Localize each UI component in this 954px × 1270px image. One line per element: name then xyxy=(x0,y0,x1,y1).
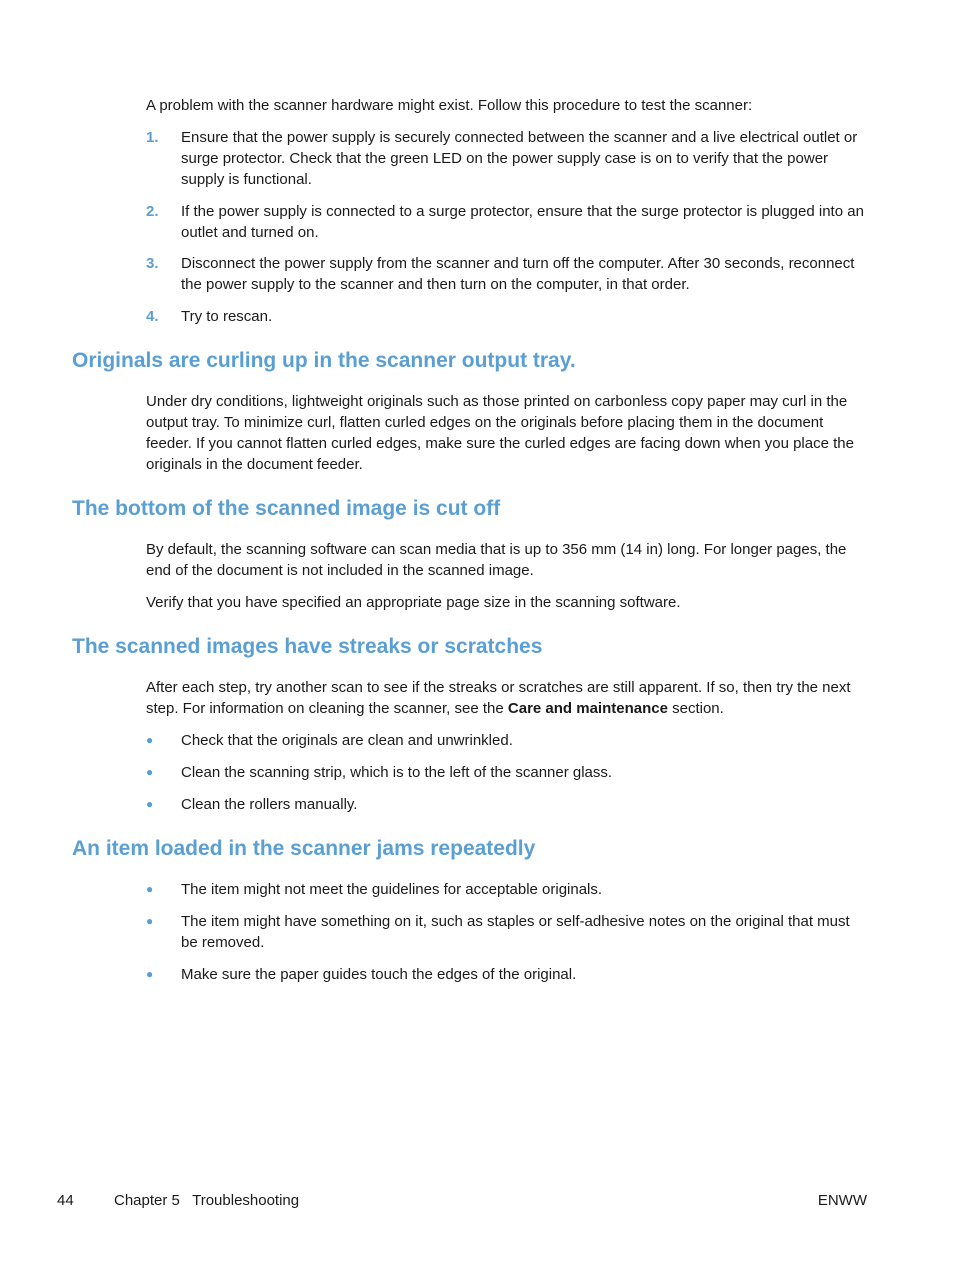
bullet-icon: ● xyxy=(146,914,154,928)
bullet-text: The item might have something on it, such as staples or self-adhesive notes on the original that must be removed. xyxy=(181,913,850,951)
step-item xyxy=(146,253,868,295)
footer-locale: ENWW xyxy=(817,1192,867,1209)
bullet-item xyxy=(146,879,868,900)
step-number: 3. xyxy=(146,255,159,272)
section-heading-jams: An item loaded in the scanner jams repeatedly xyxy=(72,837,536,860)
section-heading-curling: Originals are curling up in the scanner output tray. xyxy=(72,349,576,372)
bullet-text: Make sure the paper guides touch the edges of the original. xyxy=(181,966,577,983)
step-number: 4. xyxy=(146,308,159,325)
streaks-text-before: After each step, try another scan to see if the streaks or scratches are still apparent. If so, then try the next step. For information on cleaning the scanner, see the xyxy=(146,679,851,717)
section-heading-cutoff: The bottom of the scanned image is cut off xyxy=(72,497,501,520)
bullet-icon: ● xyxy=(146,733,154,747)
streaks-text-after: section. xyxy=(667,700,724,717)
bullet-item xyxy=(146,730,868,751)
step-number: 1. xyxy=(146,129,159,146)
bullet-text: Check that the originals are clean and unwrinkled. xyxy=(181,732,513,749)
curling-paragraph: Under dry conditions, lightweight originals such as those printed on carbonless copy paper may curl in the output tray. To minimize curl, flatten curled edges on the originals before placing them in the document feeder. If you cannot flatten curled edges, make sure the curled edges are facing down when you place the originals in the document feeder. xyxy=(146,393,854,473)
bullet-item xyxy=(146,911,868,953)
bullet-text: Clean the rollers manually. xyxy=(181,796,358,813)
bullet-item xyxy=(146,964,868,985)
bullet-icon: ● xyxy=(146,967,154,981)
care-and-maintenance-reference: Care and maintenance xyxy=(507,700,668,717)
step-item xyxy=(146,127,868,190)
bullet-text: The item might not meet the guidelines for acceptable originals. xyxy=(181,881,603,898)
footer-chapter: Chapter 5 Troubleshooting xyxy=(114,1192,300,1209)
step-text: Ensure that the power supply is securely connected between the scanner and a live electrical outlet or surge protector. Check that the green LED on the power supply case is on to verify that the power supply is functional. xyxy=(181,129,858,188)
bullet-icon: ● xyxy=(146,882,154,896)
bullet-icon: ● xyxy=(146,797,154,811)
bullet-text: Clean the scanning strip, which is to the left of the scanner glass. xyxy=(181,764,613,781)
bullet-item xyxy=(146,794,868,815)
streaks-paragraph xyxy=(146,677,868,719)
cutoff-paragraph-2: Verify that you have specified an appropriate page size in the scanning software. xyxy=(146,594,681,611)
section-heading-streaks: The scanned images have streaks or scratches xyxy=(72,635,543,658)
step-text: Try to rescan. xyxy=(181,308,273,325)
bullet-icon: ● xyxy=(146,765,154,779)
step-text: If the power supply is connected to a surge protector, ensure that the surge protector is plugged into an outlet and turned on. xyxy=(181,203,864,241)
cutoff-paragraph: By default, the scanning software can scan media that is up to 356 mm (14 in) long. For longer pages, the end of the document is not included in the scanned image. xyxy=(146,541,847,579)
step-item xyxy=(146,306,868,327)
bullet-item xyxy=(146,762,868,783)
intro-paragraph: A problem with the scanner hardware might exist. Follow this procedure to test the scanner: xyxy=(146,97,753,114)
step-item xyxy=(146,201,868,243)
step-number: 2. xyxy=(146,203,159,220)
step-text: Disconnect the power supply from the scanner and turn off the computer. After 30 seconds, reconnect the power supply to the scanner and then turn on the computer, in that order. xyxy=(181,255,855,293)
page-number: 44 xyxy=(57,1192,74,1209)
